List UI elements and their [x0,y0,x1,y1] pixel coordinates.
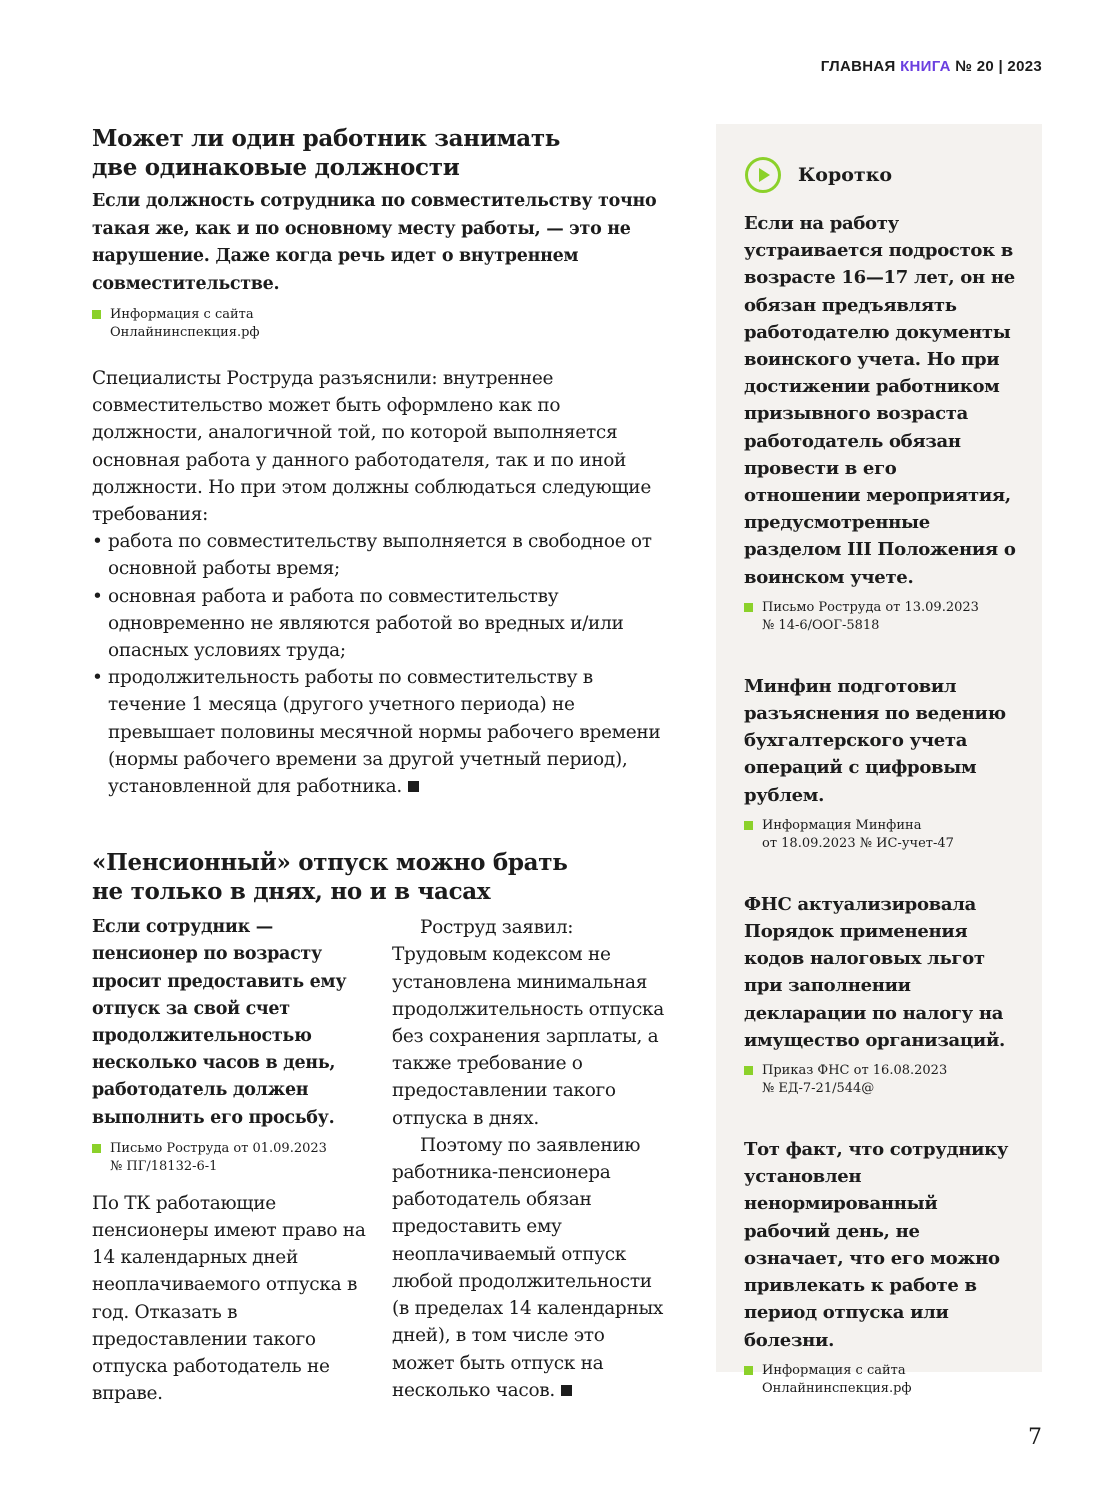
article-paragraph: Роструд заявил: Трудовым кодексом не установлена минимальная продолжительность отпуска без сохранения зарплаты, а также требование о предоставлении такого отпуска в днях. [392,917,665,1129]
running-header [821,58,1042,75]
source-line: № ЕД-7-21/544@ [762,1081,875,1097]
header-issue: № 20 | 2023 [955,58,1042,75]
title-line: «Пенсионный» отпуск можно брать [92,849,568,877]
title-line: Может ли один работник занимать [92,125,561,152]
source-note [744,817,1016,853]
end-mark-icon [408,781,419,792]
article-body: По ТК работающие пенсионеры имеют право на 14 календарных дней неоплачиваемого отпуска в год. Отказать в предоставлении такого отпуска работодатель не вправе. [92,1192,366,1405]
green-square-icon [92,1144,101,1153]
brief-text: ФНС актуализировала Порядок применения кодов налоговых льгот при заполнении декларации по налогу на имущество организаций. [744,893,1005,1051]
source-line: Письмо Роструда от 13.09.2023 [762,599,979,615]
source-note [92,1140,372,1176]
title-line: две одинаковые должности [92,154,460,181]
brief-text: Минфин подготовил разъяснения по ведению бухгалтерского учета операций с цифровым рублем. [744,675,1006,806]
header-magazine: ГЛАВНАЯ [820,58,896,75]
left-column [92,914,372,1407]
brief-item [744,1136,1016,1398]
source-line: Приказ ФНС от 16.08.2023 [762,1063,948,1079]
brief-title: Коротко [798,164,893,186]
source-line: Письмо Роструда от 01.09.2023 [110,1140,327,1156]
green-square-icon [744,1366,753,1375]
article-pension-leave [92,848,672,1407]
end-mark-icon [561,1385,572,1396]
source-line: от 18.09.2023 № ИС-учет-47 [762,835,954,851]
source-line: Информация с сайта [110,307,254,322]
source-line: № ПГ/18132-6-1 [110,1158,218,1174]
source-note [744,599,1016,635]
page-number: 7 [1028,1425,1042,1450]
main-column [92,124,672,1408]
list-item: • основная работа и работа по совместительству одновременно не являются работой во вредных и/или опасных условиях труда; [92,583,672,665]
article-dual-positions [92,124,672,800]
article-body: Специалисты Роструда разъяснили: внутреннее совместительство может быть оформлено как по должности, аналогичной той, по которой выполняется основная работа у данного работодателя, так и по иной должности. Но при этом должны соблюдаться следующие требования: [92,368,651,526]
source-note [744,1062,1016,1098]
article-title [92,124,672,182]
brief-sidebar [716,124,1042,1396]
article-lead: Если сотрудник — пенсионер по возрасту просит предоставить ему отпуск за свой счет продолжительностью несколько часов в день, работодатель должен выполнить его просьбу. [92,917,347,1128]
brief-item [744,673,1016,853]
source-line: № 14-6/ООГ-5818 [762,617,880,633]
title-line: не только в днях, но и в часах [92,878,491,906]
right-column [392,914,672,1407]
list-item [92,664,672,800]
play-circle-icon [744,156,782,194]
source-note [744,1362,1016,1398]
brief-item [744,210,1016,635]
brief-text: Если на работу устраивается подросток в возрасте 16—17 лет, он не обязан предъявлять работодателю документы воинского учета. Но при достижении работником призывного возраста работодатель обязан провести в его отношении мероприятия, предусмотренные разделом III Положения о воинском учете. [744,213,1016,588]
article-title [92,848,672,906]
source-line: Онлайнинспекция.рф [110,325,260,340]
two-columns [92,914,672,1407]
green-square-icon [744,1066,753,1075]
source-note [92,306,672,342]
source-line: Информация Минфина [762,817,922,833]
source-line: Информация с сайта [762,1362,906,1378]
requirements-list [92,528,672,800]
green-square-icon [744,603,753,612]
brief-header [744,156,1016,194]
article-paragraph [392,1132,672,1404]
brief-text: Тот факт, что сотруднику установлен ненормированный рабочий день, не означает, что его можно привлекать к работе в период отпуска или болезни. [744,1139,1009,1351]
list-item: • работа по совместительству выполняется в свободное от основной работы время; [92,528,672,582]
article-lead: Если должность сотрудника по совместительству точно такая же, как и по основному месту работы, — это не нарушение. Даже когда речь идет о внутреннем совместительстве. [92,191,657,294]
list-item-text: продолжительность работы по совместительству в течение 1 месяца (другого учетного периода) не превышает половины месячной нормы рабочего времени (нормы рабочего времени за другой учетный период), установленной для работника. [108,667,661,798]
source-line: Онлайнинспекция.рф [762,1380,912,1396]
header-book: КНИГА [900,58,951,75]
green-square-icon [92,310,101,319]
paragraph-text: Поэтому по заявлению работника-пенсионера работодатель обязан предоставить ему неоплачиваемый отпуск любой продолжительности (в пределах 14 календарных дней), в том числе это может быть отпуск на несколько часов. [392,1134,664,1401]
green-square-icon [744,821,753,830]
brief-item [744,891,1016,1098]
